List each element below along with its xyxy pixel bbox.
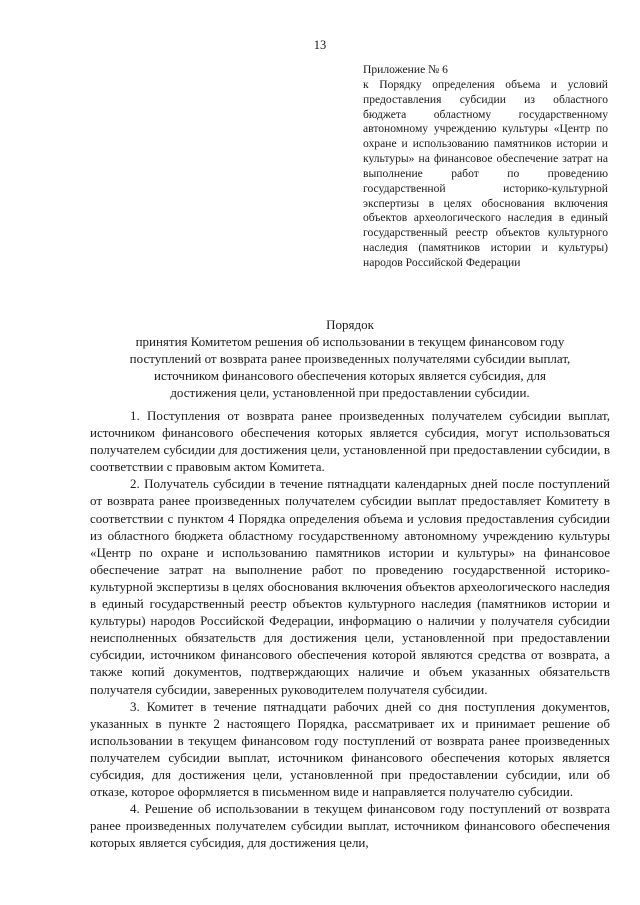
paragraph-4: 4. Решение об использовании в текущем финансовом году поступлений от возврата ранее произведенных получателем субсидии выплат, источником финансового обеспечения которых является субсидия, для достижения цели, xyxy=(90,801,610,851)
page-number: 13 xyxy=(313,38,327,52)
appendix-title: Приложение № 6 xyxy=(363,63,448,76)
appendix-block xyxy=(363,63,608,271)
paragraph-3: 3. Комитет в течение пятнадцати рабочих дней со дня поступления документов, указанных в пункте 2 настоящего Порядка, рассматривает их и принимает решение об использовании в текущем финансовом году поступлений от возврата ранее произведенных получателем субсидии выплат, источником финансового обеспечения которых является субсидия, для достижения цели, установленной при предоставлении субсидии, или об отказе, которое оформляется в письменном виде и направляется получателю субсидии. xyxy=(90,698,610,800)
paragraph-2: 2. Получатель субсидии в течение пятнадцати календарных дней после поступлений от возврата ранее произведенных получателем субсидии выплат предоставляет Комитету в соответствии с пунктом 4 Порядка определения объема и условия предоставления субсидии из областного бюджета областному государственному автономному учреждению культуры «Центр по охране и использованию памятников истории и культуры» на финансовое обеспечение затрат на выполнение работ по проведению государственной историко-культурной экспертизы в целях обоснования включения объектов археологического наследия в единый государственный реестр объектов культурного наследия (памятников истории и культуры) народов Российской Федерации, информацию о наличии у получателя субсидии неисполненных обязательств для достижения цели, установленной при предоставлении субсидии, источником финансового обеспечения которой являются средства от возврата, а также копий документов, подтверждающих наличие и объем указанных обязательств получателя субсидии, заверенных руководителем получателя субсидии. xyxy=(90,476,610,697)
paragraph-1: 1. Поступления от возврата ранее произведенных получателем субсидии выплат, источником финансового обеспечения которых является субсидия, могут использоваться получателем субсидии для достижения цели, установленной при предоставлении субсидии, в соответствии с правовым актом Комитета. xyxy=(90,408,610,475)
document-subtitle: принятия Комитетом решения об использовании в текущем финансовом году поступлений от возврата ранее произведенных получателями субсидии выплат, источником финансового обеспечения которых является субсидия, для достижения цели, установленной при предоставлении субсидии. xyxy=(129,334,571,400)
document-heading xyxy=(60,316,640,401)
document-body xyxy=(90,407,610,851)
document-title: Порядок xyxy=(326,317,374,332)
appendix-text: к Порядку определения объема и условий предоставления субсидии из областного бюджета областному государственному автономному учреждению культуры «Центр по охране и использованию памятников истории и культуры» на финансовое обеспечение затрат на выполнение работ по проведению государственной историко-культурной экспертизы в целях обоснования включения объектов археологического наследия в единый государственный реестр объектов культурного наследия (памятников истории и культуры) народов Российской Федерации xyxy=(363,77,608,269)
